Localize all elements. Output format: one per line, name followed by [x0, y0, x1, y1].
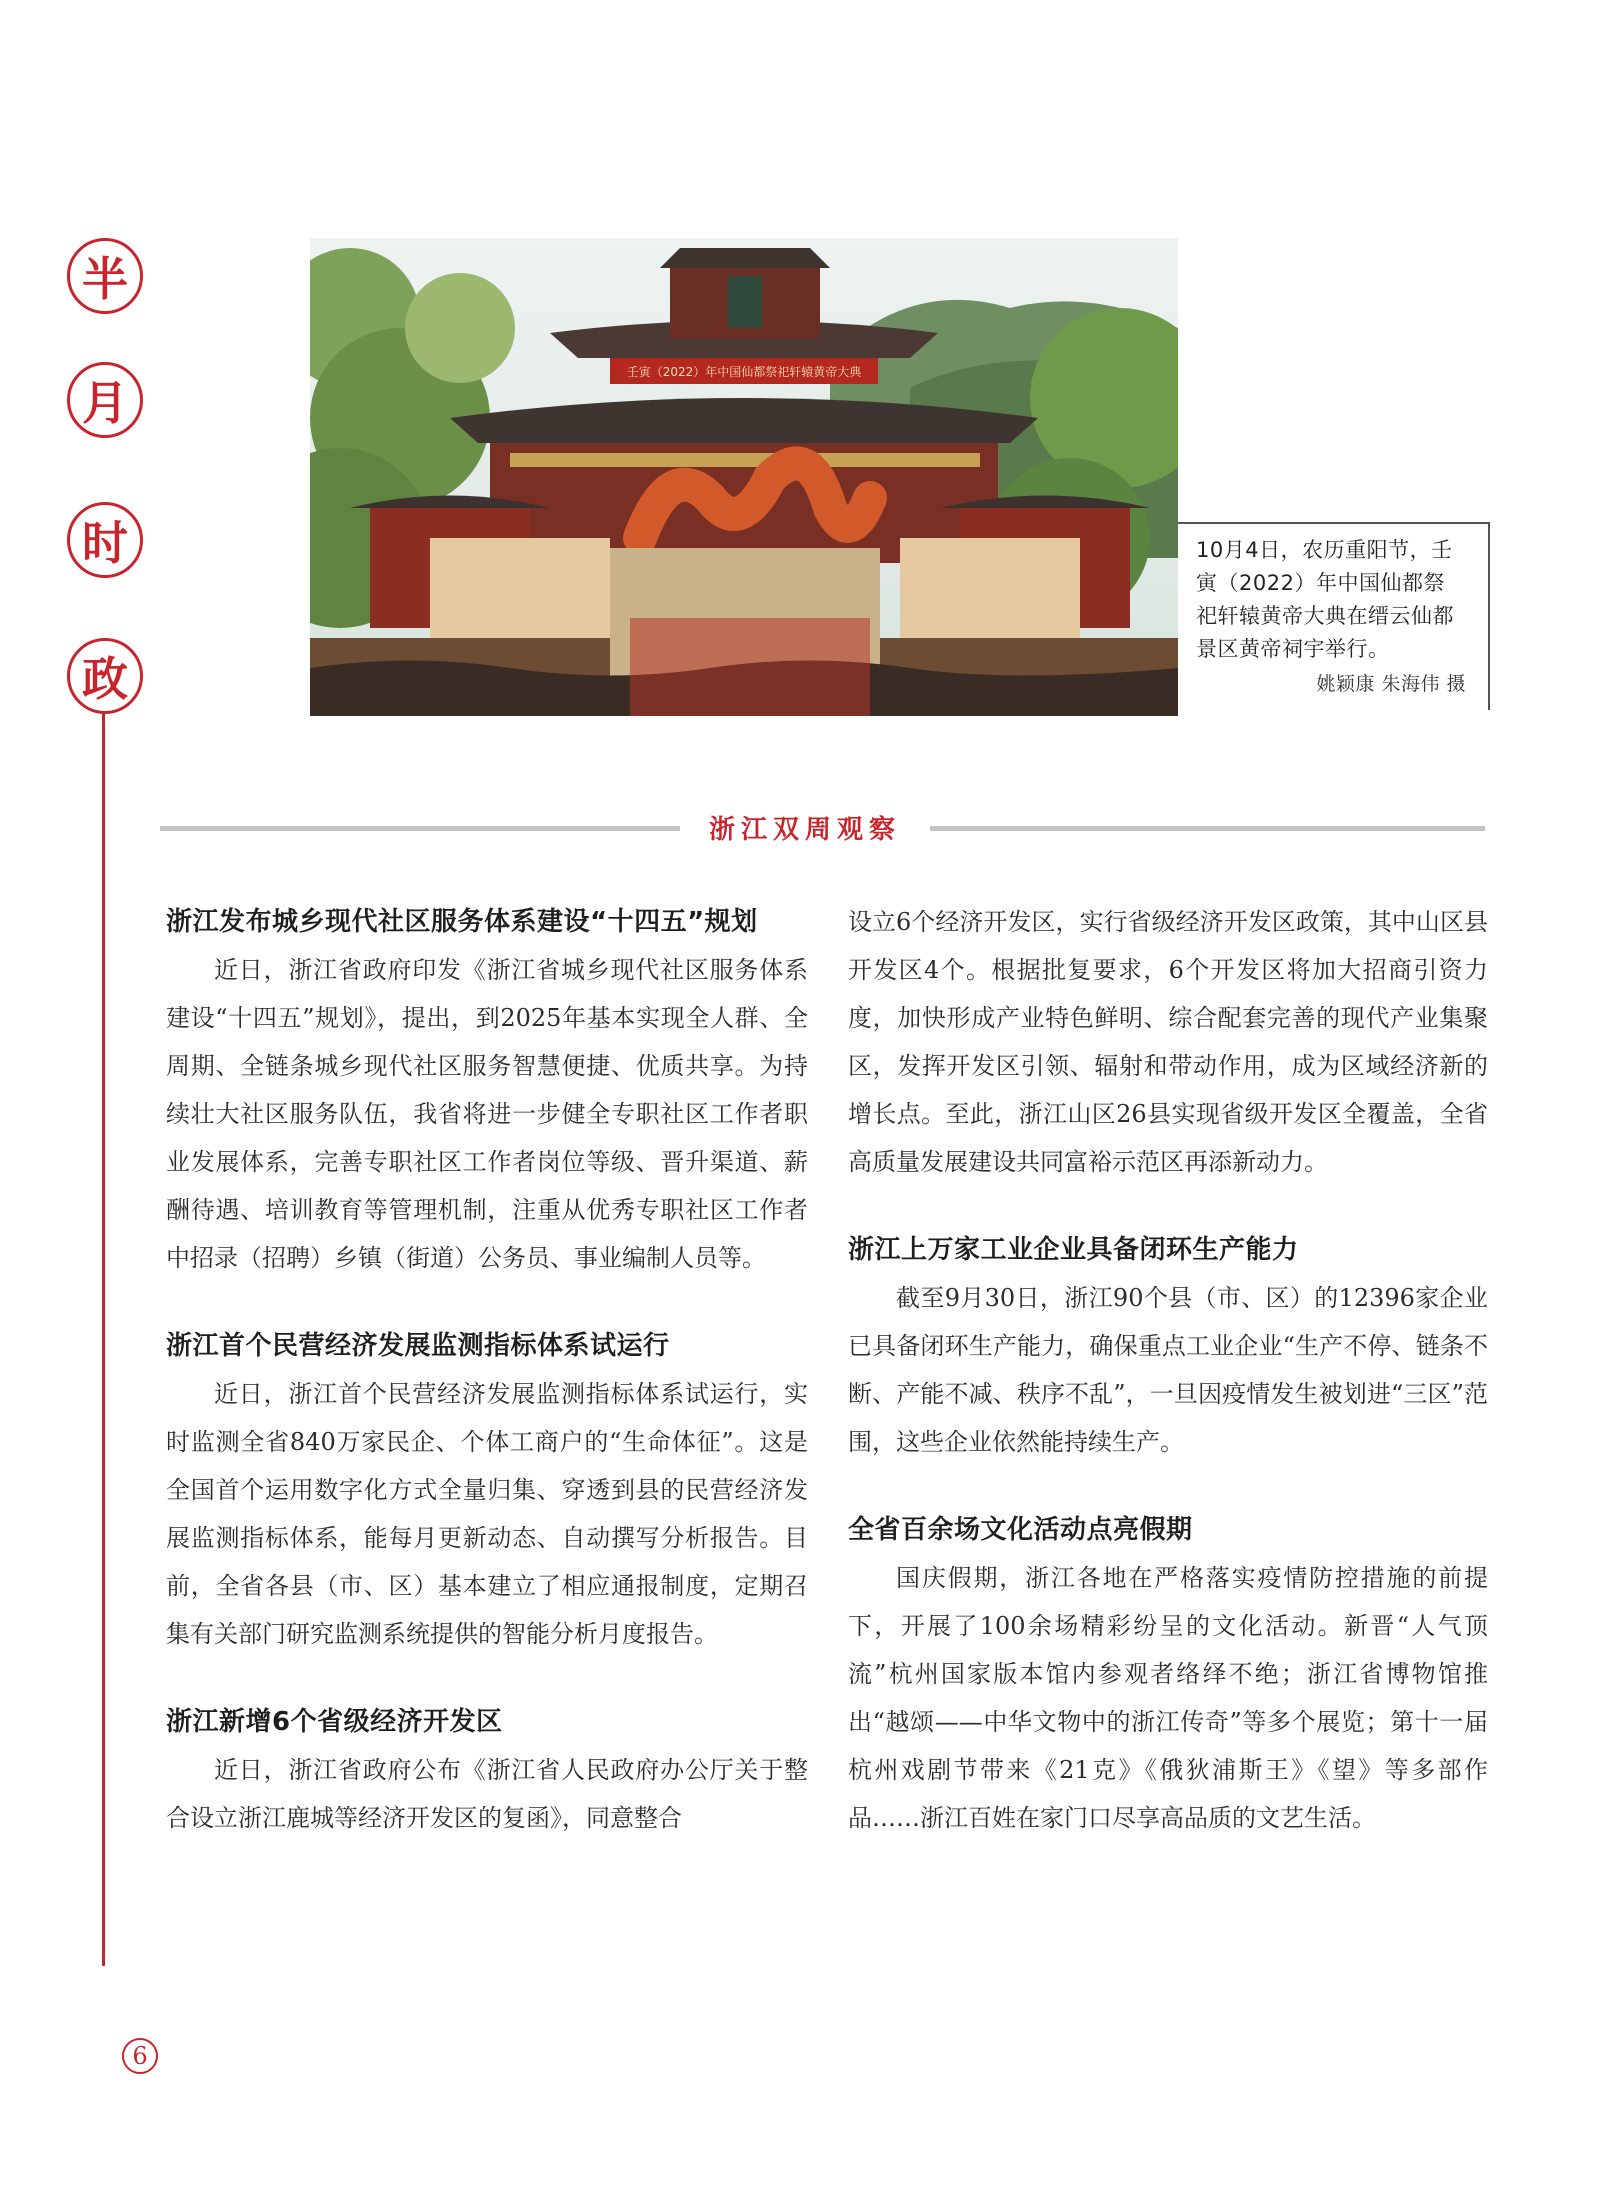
article-title: 全省百余场文化活动点亮假期	[848, 1515, 1193, 1545]
article-title: 浙江上万家工业企业具备闭环生产能力	[848, 1235, 1299, 1265]
section-vertical-rule	[102, 714, 105, 1966]
article	[166, 898, 808, 1282]
article	[166, 1322, 808, 1658]
article	[166, 1698, 808, 1842]
section-badge-char: 时	[67, 502, 143, 578]
article	[848, 1506, 1488, 1842]
caption-rule	[1488, 522, 1490, 710]
article	[848, 1226, 1488, 1466]
article-title: 浙江新增6个省级经济开发区	[166, 1707, 503, 1737]
section-header-text: 浙江双周观察	[708, 815, 901, 845]
caption-rule	[1178, 522, 1490, 524]
photo-credit: 姚颖康 朱海伟 摄	[1316, 673, 1466, 695]
article-body: 近日，浙江首个民营经济发展监测指标体系试运行，实时监测全省840万家民企、个体工商户的“生命体征”。这是全国首个运用数字化方式全量归集、穿透到县的民营经济发展监测指标体系，能每月更新动态、自动撰写分析报告。目前，全省各县（市、区）基本建立了相应通报制度，定期召集有关部门研究监测系统提供的智能分析月度报告。	[166, 1380, 808, 1648]
caption-text: 10月4日，农历重阳节，壬寅（2022）年中国仙都祭祀轩辕黄帝大典在缙云仙都景区黄帝祠宇举行。	[1196, 538, 1454, 661]
article-body: 截至9月30日，浙江90个县（市、区）的12396家企业已具备闭环生产能力，确保重点工业企业“生产不停、链条不断、产能不减、秩序不乱”，一旦因疫情发生被划进“三区”范围，这些企业依然能持续生产。	[848, 1284, 1488, 1456]
article-body: 近日，浙江省政府印发《浙江省城乡现代社区服务体系建设“十四五”规划》，提出，到2025年基本实现全人群、全周期、全链条城乡现代社区服务智慧便捷、优质共享。为持续壮大社区服务队伍，我省将进一步健全专职社区工作者职业发展体系，完善专职社区工作者岗位等级、晋升渠道、薪酬待遇、培训教育等管理机制，注重从优秀专职社区工作者中招录（招聘）乡镇（街道）公务员、事业编制人员等。	[166, 956, 808, 1272]
article-body: 设立6个经济开发区，实行省级经济开发区政策，其中山区县开发区4个。根据批复要求，6个开发区将加大招商引资力度，加快形成产业特色鲜明、综合配套完善的现代产业集聚区，发挥开发区引领、辐射和带动作用，成为区域经济新的增长点。至此，浙江山区26县实现省级开发区全覆盖，全省高质量发展建设共同富裕示范区再添新动力。	[848, 908, 1488, 1176]
article-body: 国庆假期，浙江各地在严格落实疫情防控措施的前提下，开展了100余场精彩纷呈的文化活动。新晋“人气顶流”杭州国家版本馆内参观者络绎不绝；浙江省博物馆推出“越颂——中华文物中的浙江传奇”等多个展览；第十一届杭州戏剧节带来《21克》《俄狄浦斯王》《望》等多部作品……浙江百姓在家门口尽享高品质的文艺生活。	[848, 1564, 1488, 1832]
right-column	[848, 898, 1488, 1882]
section-rule-right	[930, 826, 1485, 831]
article-title: 浙江首个民营经济发展监测指标体系试运行	[166, 1331, 670, 1361]
section-rule-left	[160, 826, 680, 831]
article-body: 近日，浙江省政府公布《浙江省人民政府办公厅关于整合设立浙江鹿城等经济开发区的复函》，同意整合	[166, 1756, 808, 1832]
page-number: 6	[122, 2038, 158, 2074]
section-badge-char: 月	[67, 362, 143, 438]
photo-caption	[1196, 534, 1466, 701]
article-continuation	[848, 898, 1488, 1186]
section-header	[686, 809, 924, 846]
article-title: 浙江发布城乡现代社区服务体系建设“十四五”规划	[166, 907, 758, 937]
left-column	[166, 898, 808, 1882]
section-badge-char: 半	[67, 238, 143, 314]
festival-photo	[310, 238, 1178, 716]
section-badge-char: 政	[67, 638, 143, 714]
photo-banner-text: 壬寅（2022）年中国仙都祭祀轩辕黄帝大典	[626, 365, 862, 379]
